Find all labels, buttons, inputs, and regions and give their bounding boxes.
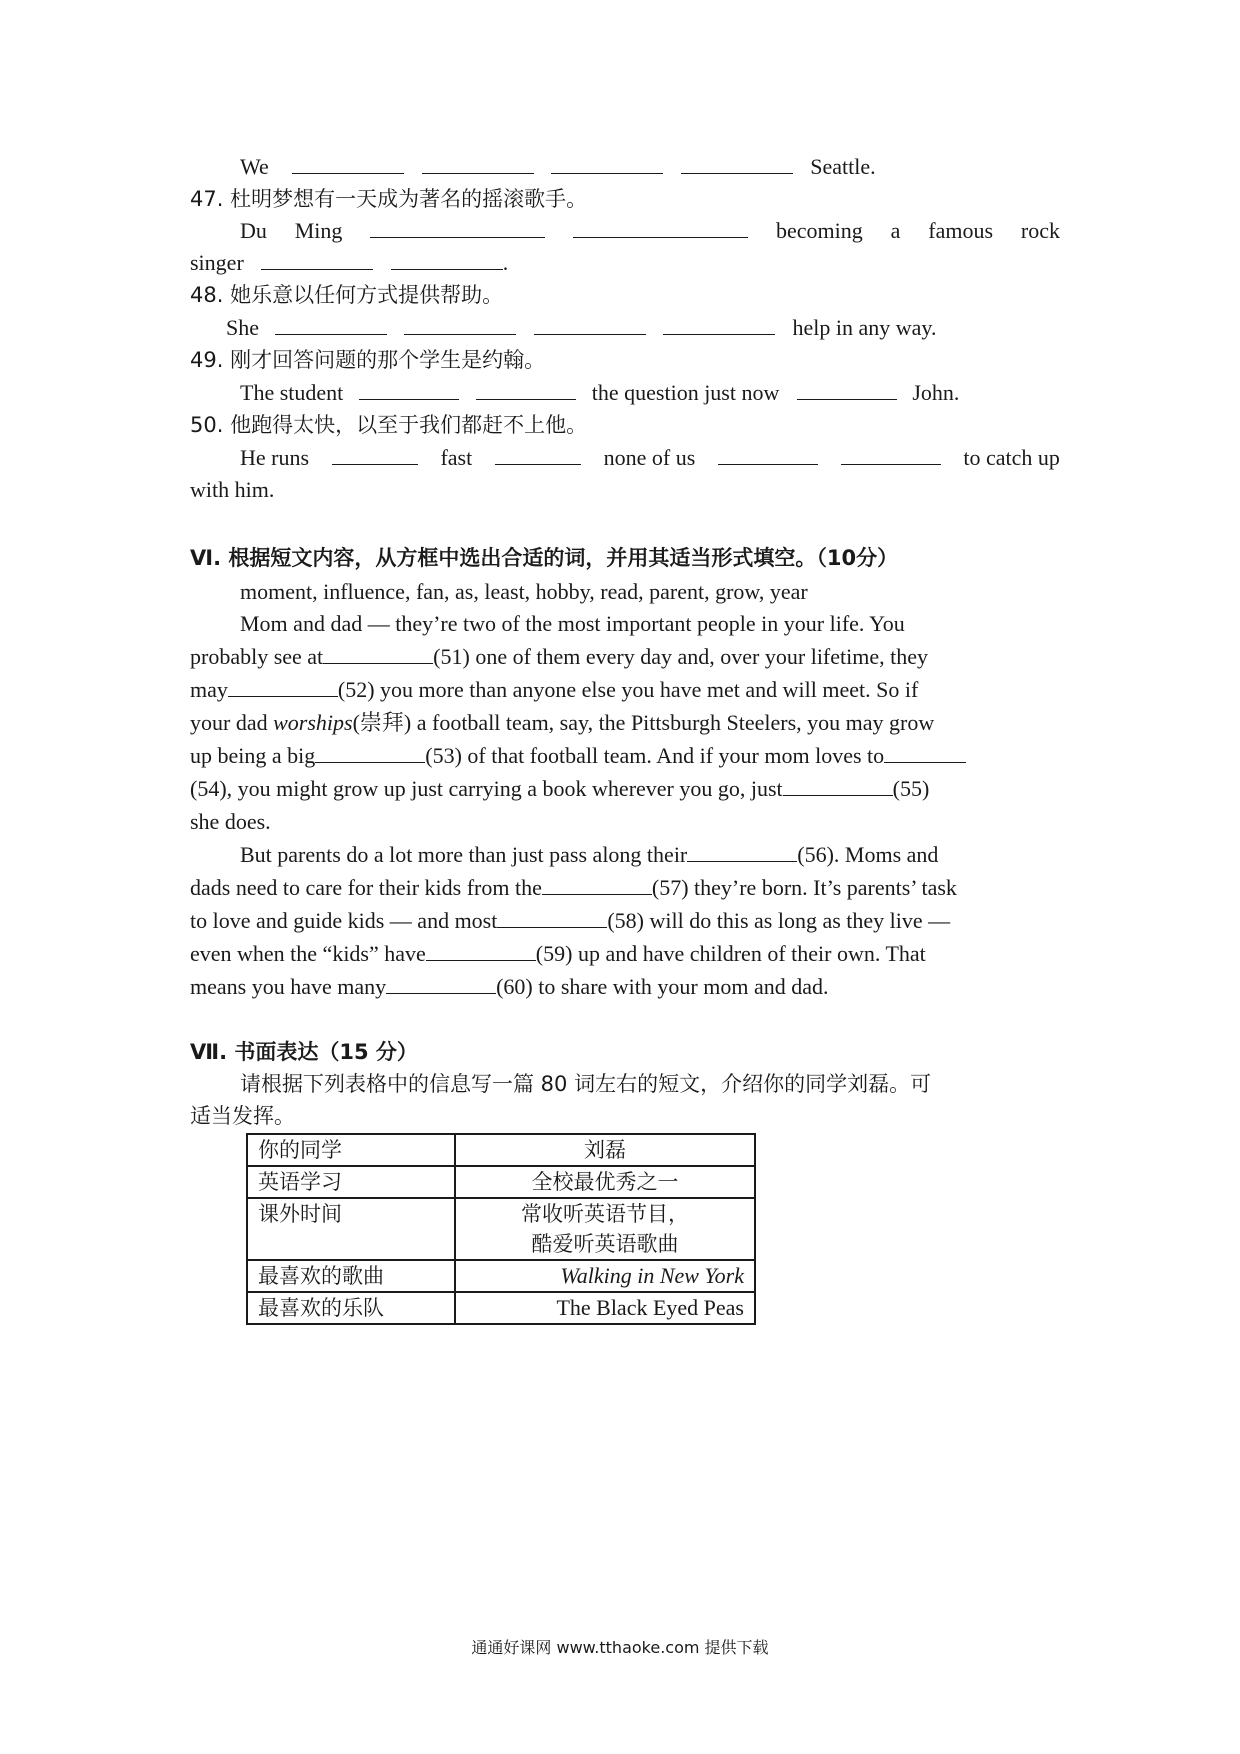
q50-line2: with him. <box>190 477 275 502</box>
table-cell-value: 刘磊 <box>455 1134 755 1166</box>
passage-text: dads need to care for their kids from the <box>190 875 542 900</box>
q50-word: to catch up <box>963 445 1060 470</box>
answer-blank[interactable] <box>551 153 663 174</box>
passage-line <box>190 904 1060 937</box>
answer-blank[interactable] <box>476 379 576 400</box>
q47-word: singer <box>190 250 244 275</box>
table-row <box>247 1260 755 1292</box>
table-cell-key: 最喜欢的歌曲 <box>247 1260 455 1292</box>
q48-chinese: 48. 她乐意以任何方式提供帮助。 <box>190 283 504 307</box>
table-row <box>247 1134 755 1166</box>
table-row <box>247 1198 755 1260</box>
answer-blank[interactable] <box>370 217 545 238</box>
q47-chinese: 47. 杜明梦想有一天成为著名的摇滚歌手。 <box>190 187 588 211</box>
answer-blank[interactable] <box>663 314 775 335</box>
table-row <box>247 1292 755 1324</box>
section-7-instruction: 请根据下列表格中的信息写一篇 80 词左右的短文，介绍你的同学刘磊。可 <box>240 1072 932 1096</box>
answer-blank[interactable] <box>718 444 818 465</box>
passage-text: probably see at <box>190 644 324 669</box>
answer-blank-51[interactable] <box>323 643 433 664</box>
passage-text: (53) of that football team. And if your mom loves to <box>425 743 885 768</box>
q46-end: Seattle. <box>810 154 876 179</box>
passage-text: your dad <box>190 710 274 735</box>
q46-line <box>240 152 876 182</box>
answer-blank-53[interactable] <box>315 742 425 763</box>
passage-text: to love and guide kids — and most <box>190 908 498 933</box>
q47-word: famous <box>928 218 994 243</box>
section-6-heading: Ⅵ. 根据短文内容，从方框中选出合适的词，并用其适当形式填空。（10分） <box>190 546 899 570</box>
answer-blank[interactable] <box>391 249 503 270</box>
section-7-instruction: 适当发挥。 <box>190 1104 295 1128</box>
q50-line1 <box>240 443 1060 473</box>
passage-line <box>190 805 1060 838</box>
answer-blank-60[interactable] <box>386 973 496 994</box>
q47-word: Ming <box>294 218 343 243</box>
q47-line1 <box>240 216 1060 246</box>
answer-blank[interactable] <box>404 314 516 335</box>
passage-line <box>190 871 1060 904</box>
passage-text: (51) one of them every day and, over your lifetime, they <box>433 644 928 669</box>
passage-text: (60) to share with your mom and dad. <box>496 974 829 999</box>
answer-blank[interactable] <box>422 153 534 174</box>
passage-text: means you have many <box>190 974 387 999</box>
answer-blank-59[interactable] <box>426 940 536 961</box>
q49-chinese: 49. 刚才回答问题的那个学生是约翰。 <box>190 348 546 372</box>
passage-line <box>190 838 1060 871</box>
table-cell-value <box>455 1198 755 1260</box>
passage-text: (58) will do this as long as they live — <box>607 908 951 933</box>
table-cell-key: 你的同学 <box>247 1134 455 1166</box>
q48-end: help in any way. <box>792 315 937 340</box>
section-7-heading: Ⅶ. 书面表达（15 分） <box>190 1040 418 1064</box>
answer-blank[interactable] <box>681 153 793 174</box>
answer-blank[interactable] <box>495 444 581 465</box>
table-cell-value: Walking in New York <box>455 1260 755 1292</box>
passage-italic: worships <box>273 710 353 735</box>
passage-line <box>190 739 1060 772</box>
passage-line <box>190 970 1060 1003</box>
q49-line <box>240 378 959 408</box>
answer-blank-55[interactable] <box>783 775 893 796</box>
answer-blank[interactable] <box>332 444 418 465</box>
word-box: moment, influence, fan, as, least, hobby, read, parent, grow, year <box>240 579 808 604</box>
passage-text: (崇拜) a football team, say, the Pittsburgh Steelers, you may grow <box>352 710 935 735</box>
table-cell-key: 课外时间 <box>247 1198 455 1260</box>
q46-start: We <box>240 154 269 179</box>
q50-word: He runs <box>240 445 310 470</box>
answer-blank[interactable] <box>261 249 373 270</box>
passage-text: up being a big <box>190 743 316 768</box>
q47-period: . <box>502 250 509 275</box>
answer-blank[interactable] <box>841 444 941 465</box>
answer-blank[interactable] <box>534 314 646 335</box>
q47-word: becoming <box>776 218 863 243</box>
q49-end: John. <box>912 380 960 405</box>
passage-line <box>190 607 1060 640</box>
q47-word: rock <box>1020 218 1060 243</box>
cloze-passage <box>190 607 1060 1003</box>
table-row <box>247 1166 755 1198</box>
q50-chinese: 50. 他跑得太快，以至于我们都赶不上他。 <box>190 413 588 437</box>
passage-text: (56). Moms and <box>797 842 939 867</box>
passage-line <box>190 640 1060 673</box>
table-cell-value: 全校最优秀之一 <box>455 1166 755 1198</box>
passage-text: even when the “kids” have <box>190 941 426 966</box>
passage-text: may <box>190 677 228 702</box>
q48-line <box>226 313 936 343</box>
q49-mid: the question just now <box>591 380 780 405</box>
passage-text: (54), you might grow up just carrying a book wherever you go, just <box>190 776 783 801</box>
passage-text: (59) up and have children of their own. That <box>535 941 926 966</box>
answer-blank[interactable] <box>573 217 748 238</box>
q47-word: Du <box>240 218 267 243</box>
table-cell-value: The Black Eyed Peas <box>455 1292 755 1324</box>
passage-text: (55) <box>892 776 930 801</box>
passage-text: (57) they’re born. It’s parents’ task <box>651 875 957 900</box>
answer-blank-54[interactable] <box>884 742 966 763</box>
table-cell-line: 酷爱听英语歌曲 <box>531 1232 679 1256</box>
answer-blank-58[interactable] <box>497 907 607 928</box>
passage-line <box>190 673 1060 706</box>
passage-text: (52) you more than anyone else you have met and will meet. So if <box>337 677 919 702</box>
info-table <box>246 1133 756 1325</box>
passage-line <box>190 772 1060 805</box>
q48-start: She <box>226 315 259 340</box>
passage-text: Mom and dad — they’re two of the most important people in your life. You <box>240 611 905 636</box>
q50-word: fast <box>440 445 473 470</box>
answer-blank[interactable] <box>275 314 387 335</box>
answer-blank-52[interactable] <box>228 676 338 697</box>
answer-blank[interactable] <box>359 379 459 400</box>
q47-word: a <box>890 218 901 243</box>
passage-line <box>190 706 1060 739</box>
table-cell-line: 常收听英语节目， <box>521 1202 689 1226</box>
answer-blank[interactable] <box>292 153 404 174</box>
page-footer: 通通好课网 www.tthaoke.com 提供下载 <box>471 1638 769 1657</box>
table-cell-key: 英语学习 <box>247 1166 455 1198</box>
passage-text: But parents do a lot more than just pass along their <box>240 842 688 867</box>
answer-blank-56[interactable] <box>687 841 797 862</box>
table-cell-key: 最喜欢的乐队 <box>247 1292 455 1324</box>
answer-blank-57[interactable] <box>542 874 652 895</box>
answer-blank[interactable] <box>797 379 897 400</box>
passage-text: she does. <box>190 809 271 834</box>
q49-start: The student <box>240 380 344 405</box>
q50-word: none of us <box>603 445 696 470</box>
passage-line <box>190 937 1060 970</box>
q47-line2 <box>190 248 508 278</box>
